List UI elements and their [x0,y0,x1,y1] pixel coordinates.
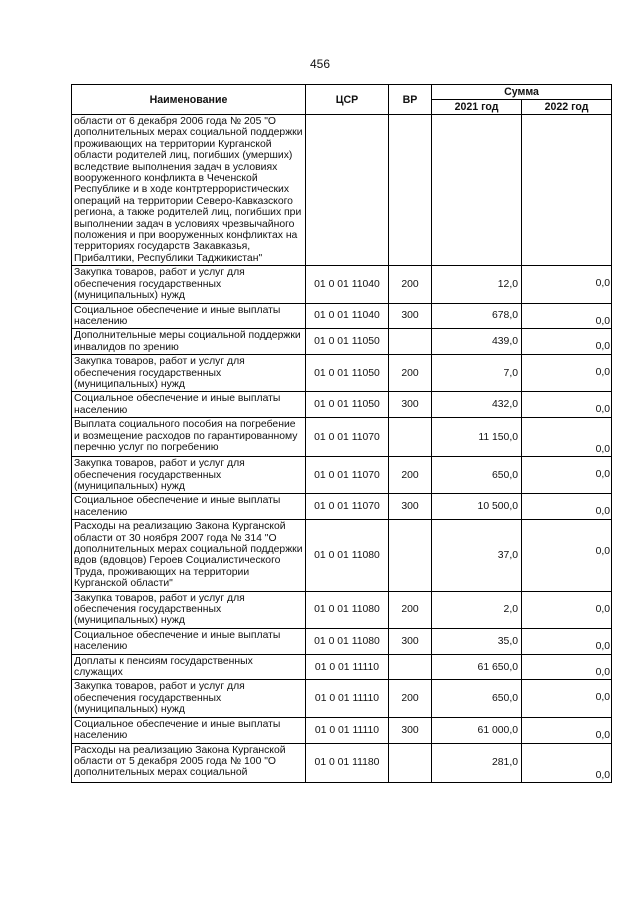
cell-2022: 0,0 [522,591,612,628]
cell-csr: 01 0 01 11110 [306,654,389,680]
cell-2021: 432,0 [432,392,522,418]
cell-2022: 0,0 [522,654,612,680]
cell-2022: 0,0 [522,628,612,654]
cell-name: Социальное обеспечение и иные выплаты населению [72,303,306,329]
cell-vr: 200 [389,680,432,717]
table-row [72,266,612,303]
table-row [72,654,612,680]
cell-name: Расходы на реализацию Закона Курганской области от 5 декабря 2005 года № 100 "О дополнительных мерах социальной [72,743,306,782]
cell-vr: 300 [389,303,432,329]
cell-name: Доплаты к пенсиям государственных служащих [72,654,306,680]
header-name: Наименование [72,85,306,115]
cell-vr [389,115,432,266]
cell-name: Социальное обеспечение и иные выплаты населению [72,717,306,743]
cell-csr [306,115,389,266]
cell-vr: 300 [389,494,432,520]
cell-vr [389,329,432,355]
cell-vr: 200 [389,457,432,494]
cell-2022: 0,0 [522,418,612,457]
cell-name: Дополнительные меры социальной поддержки инвалидов по зрению [72,329,306,355]
cell-vr [389,743,432,782]
table-row [72,457,612,494]
cell-csr: 01 0 01 11070 [306,418,389,457]
cell-2022: 0,0 [522,392,612,418]
table-row [72,115,612,266]
page-number: 456 [309,57,331,71]
header-csr: ЦСР [306,85,389,115]
cell-2022: 0,0 [522,717,612,743]
cell-vr: 200 [389,355,432,392]
cell-2022: 0,0 [522,355,612,392]
table-row [72,355,612,392]
cell-name: Закупка товаров, работ и услуг для обеспечения государственных (муниципальных) нужд [72,266,306,303]
table-row [72,392,612,418]
table-row [72,680,612,717]
cell-csr: 01 0 01 11070 [306,494,389,520]
cell-2022 [522,115,612,266]
cell-name: Расходы на реализацию Закона Курганской области от 30 ноября 2007 года № 314 "О дополнительных мерах социальной поддержки вдов (вдовцов) Героев Социалистического Труда, проживающих на территории Курганской области" [72,520,306,591]
header-year-2021: 2021 год [432,100,522,115]
cell-vr: 200 [389,266,432,303]
cell-2022: 0,0 [522,743,612,782]
cell-name: Социальное обеспечение и иные выплаты населению [72,392,306,418]
table-row [72,494,612,520]
table-row [72,303,612,329]
cell-csr: 01 0 01 11080 [306,628,389,654]
table-body [72,115,612,783]
cell-csr: 01 0 01 11080 [306,520,389,591]
cell-csr: 01 0 01 11070 [306,457,389,494]
header-sum: Сумма [432,85,612,100]
cell-2021: 11 150,0 [432,418,522,457]
budget-table [71,84,612,783]
table-row [72,329,612,355]
cell-2021: 37,0 [432,520,522,591]
table-row [72,418,612,457]
table-row [72,743,612,782]
cell-vr: 300 [389,717,432,743]
cell-2021: 10 500,0 [432,494,522,520]
cell-2022: 0,0 [522,303,612,329]
cell-vr [389,418,432,457]
cell-2022: 0,0 [522,266,612,303]
table-row [72,520,612,591]
cell-csr: 01 0 01 11080 [306,591,389,628]
cell-vr [389,654,432,680]
cell-2021: 439,0 [432,329,522,355]
cell-name: Закупка товаров, работ и услуг для обеспечения государственных (муниципальных) нужд [72,680,306,717]
cell-csr: 01 0 01 11110 [306,717,389,743]
cell-2022: 0,0 [522,329,612,355]
cell-csr: 01 0 01 11040 [306,266,389,303]
cell-2021: 2,0 [432,591,522,628]
cell-csr: 01 0 01 11050 [306,355,389,392]
cell-2021: 12,0 [432,266,522,303]
cell-vr [389,520,432,591]
cell-name: Закупка товаров, работ и услуг для обеспечения государственных (муниципальных) нужд [72,355,306,392]
cell-name: Социальное обеспечение и иные выплаты населению [72,628,306,654]
cell-name: Выплата социального пособия на погребение и возмещение расходов по гарантированному перечню услуг по погребению [72,418,306,457]
table-row [72,591,612,628]
cell-2021: 61 650,0 [432,654,522,680]
cell-2021: 281,0 [432,743,522,782]
cell-csr: 01 0 01 11180 [306,743,389,782]
cell-name: Социальное обеспечение и иные выплаты населению [72,494,306,520]
table-row [72,717,612,743]
cell-csr: 01 0 01 11040 [306,303,389,329]
cell-vr: 200 [389,591,432,628]
cell-2022: 0,0 [522,457,612,494]
cell-2021: 7,0 [432,355,522,392]
cell-vr: 300 [389,628,432,654]
cell-2022: 0,0 [522,494,612,520]
cell-2021: 35,0 [432,628,522,654]
cell-name: Закупка товаров, работ и услуг для обеспечения государственных (муниципальных) нужд [72,591,306,628]
cell-2021: 650,0 [432,680,522,717]
cell-vr: 300 [389,392,432,418]
cell-name: области от 6 декабря 2006 года № 205 "О дополнительных мерах социальной поддержки проживающих на территории Курганской области родителей лиц, погибших (умерших) вследствие выполнения задач в условиях вооруженного конфликта в Чеченской Республике и в ходе контртеррористических операций на территории Северо-Кавказского региона, а также родителей лиц, погибших при выполнении задач в условиях чрезвычайного положения и при вооруженных конфликтах на территориях государств Закавказья, Прибалтики, Республики Таджикистан" [72,115,306,266]
cell-csr: 01 0 01 11050 [306,392,389,418]
header-vr: ВР [389,85,432,115]
cell-2021: 678,0 [432,303,522,329]
cell-2022: 0,0 [522,680,612,717]
cell-2021: 61 000,0 [432,717,522,743]
header-year-2022: 2022 год [522,100,612,115]
table-row [72,628,612,654]
cell-csr: 01 0 01 11110 [306,680,389,717]
cell-2021: 650,0 [432,457,522,494]
cell-2022: 0,0 [522,520,612,591]
cell-name: Закупка товаров, работ и услуг для обеспечения государственных (муниципальных) нужд [72,457,306,494]
cell-csr: 01 0 01 11050 [306,329,389,355]
cell-2021 [432,115,522,266]
